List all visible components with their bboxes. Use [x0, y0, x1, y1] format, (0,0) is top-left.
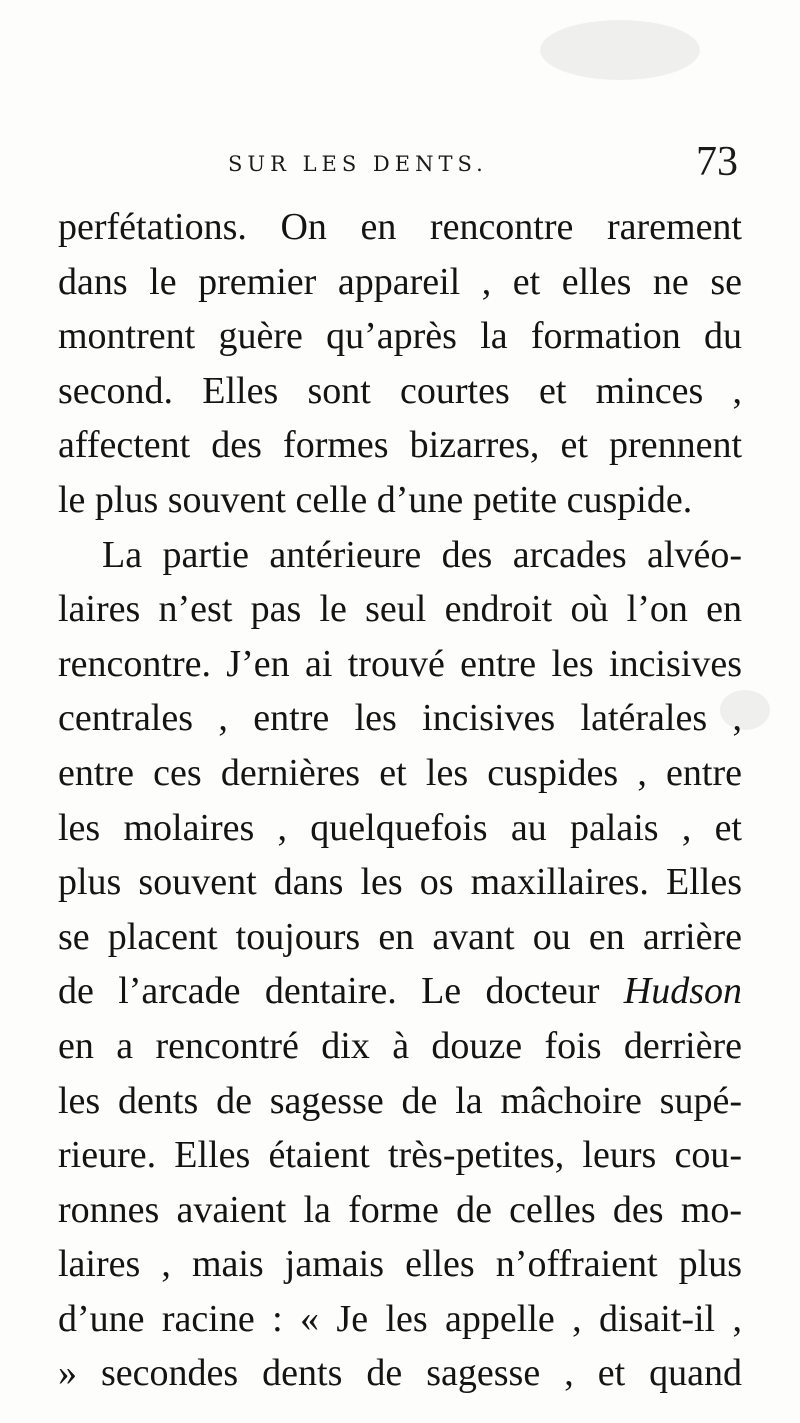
text-line: les molaires , quelquefois au palais , et [58, 806, 742, 849]
text-line: d’une racine : « Je les appelle , disait-il , [58, 1297, 742, 1340]
text-line: en a rencontré dix à douze fois derrière [58, 1024, 742, 1067]
running-head: SUR LES DENTS. [228, 152, 488, 176]
text-line: » secondes dents de sagesse , et quand [58, 1352, 742, 1395]
text-line: le plus souvent celle d’une petite cuspide. [58, 478, 693, 521]
text-line: les dents de sagesse de la mâchoire supé- [58, 1079, 742, 1122]
text-fragment: de l’arcade dentaire. Le docteur [58, 970, 600, 1013]
text-line: dans le premier appareil , et elles ne se [58, 260, 742, 303]
text-line: second. Elles sont courtes et minces , [58, 369, 742, 412]
text-line: rieure. Elles étaient très-petites, leurs cou- [58, 1134, 742, 1177]
text-line: perfétations. On en rencontre rarement [58, 206, 742, 248]
page-smudge [540, 20, 700, 80]
text-line: rencontre. J’en ai trouvé entre les incisives [58, 642, 742, 685]
text-line: centrales , entre les incisives latérales , [58, 697, 742, 740]
text-line: affectent des formes bizarres, et prennent [58, 424, 742, 467]
author-name: Hudson [623, 970, 743, 1013]
body-text [58, 200, 742, 1401]
page-header [60, 140, 740, 190]
text-line: laires , mais jamais elles n’offraient plus [58, 1243, 742, 1286]
text-line: laires n’est pas le seul endroit où l’on en [58, 588, 742, 631]
text-line: montrent guère qu’après la formation du [58, 315, 742, 358]
text-line: se placent toujours en avant ou en arrière [58, 915, 742, 958]
text-line [58, 964, 742, 1019]
text-line: ronnes avaient la forme de celles des mo- [58, 1188, 742, 1231]
text-line: plus souvent dans les os maxillaires. Elles [58, 861, 742, 904]
text-line: La partie antérieure des arcades alvéo- [102, 533, 742, 576]
text-line: entre ces dernières et les cuspides , entre [58, 751, 742, 794]
page-number: 73 [696, 139, 738, 185]
